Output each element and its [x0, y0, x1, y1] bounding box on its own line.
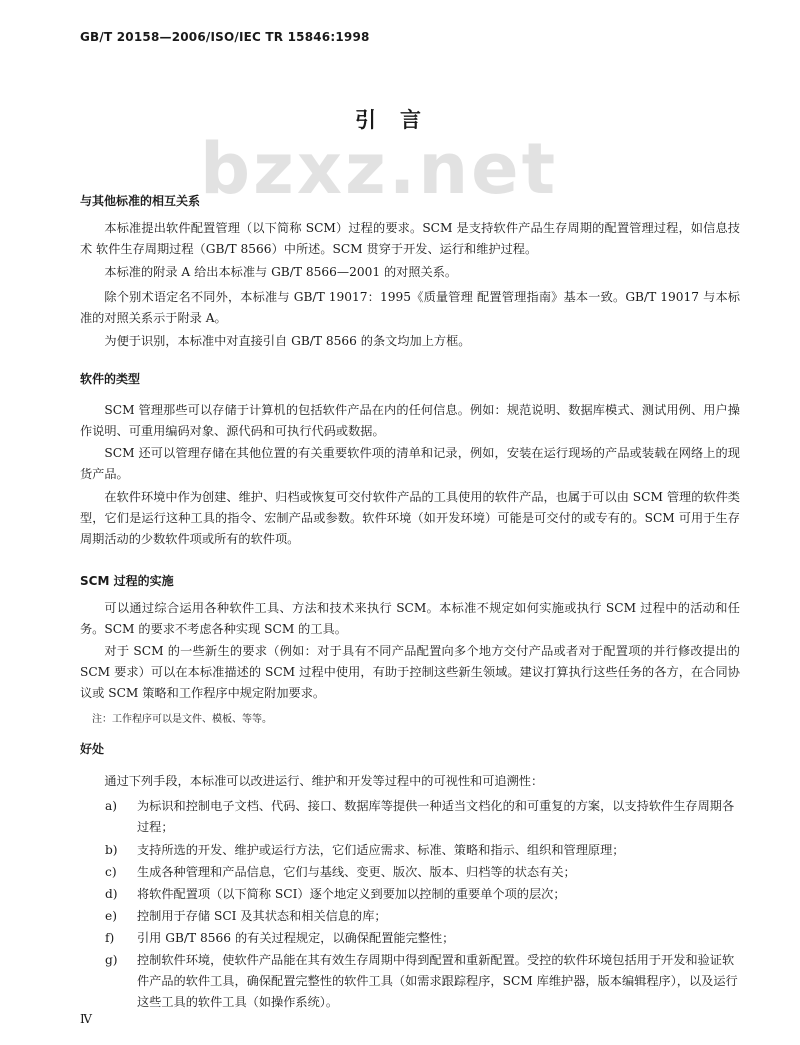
list-item-text: 为标识和控制电子文档、代码、接口、数据库等提供一种适当文档化的和可重复的方案，以支持软件生存周期各过程； [137, 799, 735, 834]
list-marker: e) [105, 909, 117, 923]
list-item-text: 将软件配置项（以下简称 SCI）逐个地定义到要加以控制的重要单个项的层次； [137, 887, 566, 901]
document-header: GB/T 20158—2006/ISO/IEC TR 15846:1998 [80, 30, 370, 44]
paragraph: SCM 管理那些可以存储于计算机的包括软件产品在内的任何信息。例如：规范说明、数据库模式、测试用例、用户操作说明、可重用编码对象、源代码和可执行代码或数据。 [80, 403, 740, 438]
list-marker: f) [105, 931, 115, 945]
list-item-text: 引用 GB/T 8566 的有关过程规定，以确保配置能完整性； [137, 931, 455, 945]
list-item [105, 884, 745, 905]
section-heading-benefits: 好处 [80, 742, 105, 756]
section-heading-scm-implementation: SCM 过程的实施 [80, 574, 174, 588]
list-marker: c) [105, 865, 117, 879]
paragraph: 本标准的附录 A 给出本标准与 GB/T 8566—2001 的对照关系。 [104, 265, 458, 279]
paragraph: SCM 还可以管理存储在其他位置的有关重要软件项的清单和记录，例如，安装在运行现场的产品或装载在网络上的现货产品。 [80, 446, 740, 481]
list-item [105, 796, 745, 838]
paragraph: 为便于识别，本标准中对直接引自 GB/T 8566 的条文均加上方框。 [104, 334, 471, 348]
list-item [105, 928, 745, 949]
paragraph: 通过下列手段，本标准可以改进运行、维护和开发等过程中的可视性和可追溯性： [104, 774, 544, 788]
list-item [105, 862, 745, 883]
list-marker: a) [105, 799, 118, 813]
paragraph: 对于 SCM 的一些新生的要求（例如：对于具有不同产品配置向多个地方交付产品或者对于配置项的并行修改提出的 SCM 要求）可以在本标准描述的 SCM 过程中使用，有助于控制这些新生领域。建议打算执行这些任务的各方，在合同协议或 SCM 策略和工作程序中规定附加要求。 [80, 644, 740, 700]
list-item-text: 控制软件环境，使软件产品能在其有效生存周期中得到配置和重新配置。受控的软件环境包括用于开发和验证软件产品的软件工具，确保配置完整性的软件工具（如需求跟踪程序，SCM 库维护器，版本编辑程序），以及运行这些工具的软件工具（如操作系统）。 [137, 953, 738, 1009]
page-number: Ⅳ [80, 1012, 92, 1026]
paragraph: 除个别术语定名不同外，本标准与 GB/T 19017：1995《质量管理 配置管理指南》基本一致。GB/T 19017 与本标准的对照关系示于附录 A。 [80, 290, 740, 325]
list-item-text: 控制用于存储 SCI 及其状态和相关信息的库； [137, 909, 387, 923]
paragraph: 可以通过综合运用各种软件工具、方法和技术来执行 SCM。本标准不规定如何实施或执行 SCM 过程中的活动和任务。SCM 的要求不考虑各种实现 SCM 的工具。 [80, 601, 740, 636]
list-marker: b) [105, 843, 118, 857]
page-title: 引言 [355, 108, 445, 132]
list-marker: d) [105, 887, 118, 901]
list-item [105, 840, 745, 861]
paragraph: 在软件环境中作为创建、维护、归档或恢复可交付软件产品的工具使用的软件产品，也属于可以由 SCM 管理的软件类型，它们是运行这种工具的指令、宏制产品或参数。软件环境（如开发环境）可能是可交付的或专有的。SCM 可用于生存周期活动的少数软件项或所有的软件项。 [80, 490, 740, 546]
list-marker: g) [105, 953, 118, 967]
list-item [105, 906, 745, 927]
section-heading-software-types: 软件的类型 [80, 372, 141, 386]
list-item [105, 950, 745, 1013]
watermark: bzxz.net [200, 128, 559, 210]
list-item-text: 支持所选的开发、维护或运行方法，它们适应需求、标准、策略和指示、组织和管理原理； [137, 843, 625, 857]
paragraph: 本标准提出软件配置管理（以下简称 SCM）过程的要求。SCM 是支持软件产品生存周期的配置管理过程，如信息技术 软件生存周期过程（GB/T 8566）中所述。SCM 贯穿于开发、运行和维护过程。 [80, 221, 740, 256]
note: 注：工作程序可以是文件、模板、等等。 [92, 714, 272, 725]
list-item-text: 生成各种管理和产品信息，它们与基线、变更、版次、版本、归档等的状态有关； [137, 865, 576, 879]
section-heading-relations: 与其他标准的相互关系 [80, 194, 201, 208]
